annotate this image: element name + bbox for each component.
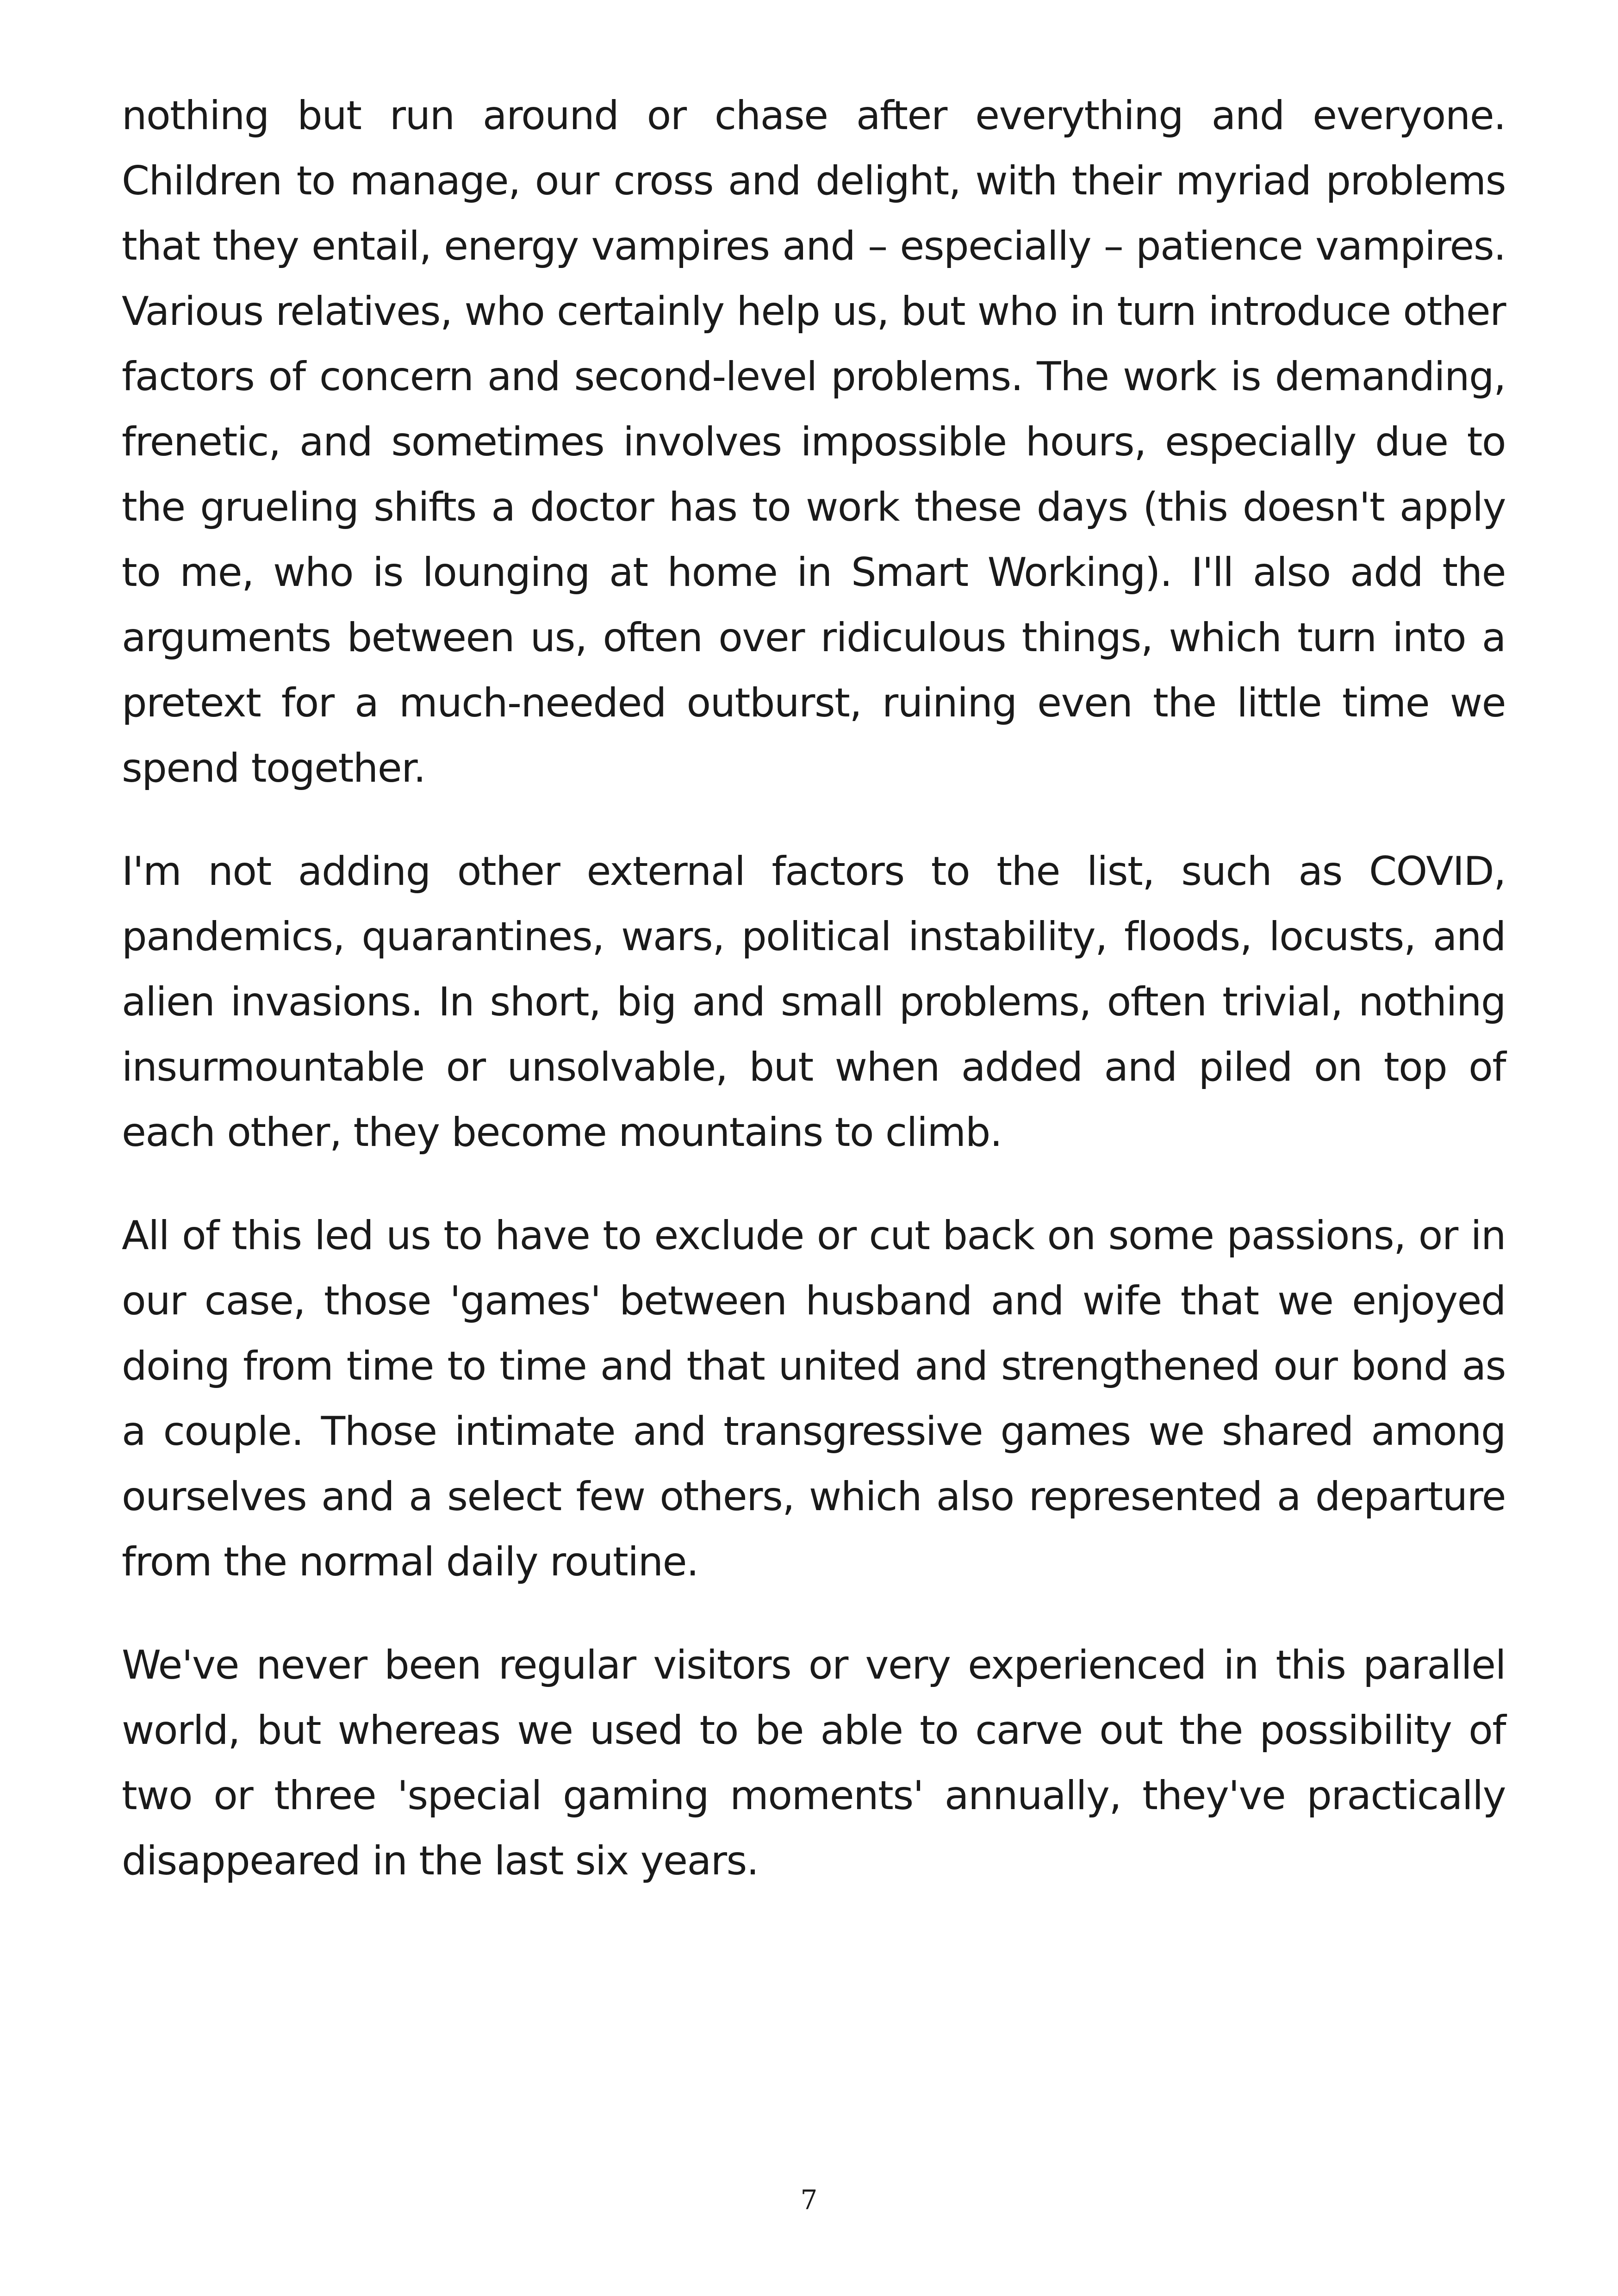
paragraph-1: nothing but run around or chase after everything and everyone. Children to manage, our cross and delight, with their myriad problems that they entail, energy vampires and – especially – patience vampires. Various relatives, who certainly help us, but who in turn introduce other factors of concern and second-level problems. The work is demanding, frenetic, and sometimes involves impossible hours, especially due to the grueling shifts a doctor has to work these days (this doesn't apply to me, who is lounging at home in Smart Working). I'll also add the arguments between us, often over ridiculous things, which turn into a pretext for a much-needed outburst, ruining even the little time we spend together. [122, 93, 1506, 791]
body-text [122, 83, 1506, 1932]
paragraph-4: We've never been regular visitors or very experienced in this parallel world, but whereas we used to be able to carve out the possibility of two or three 'special gaming moments' annually, they've practically disappeared in the last six years. [122, 1642, 1506, 1884]
paragraph-2: I'm not adding other external factors to the list, such as COVID, pandemics, quarantines, wars, political instability, floods, locusts, and alien invasions. In short, big and small problems, often trivial, nothing insurmountable or unsolvable, but when added and piled on top of each other, they become mountains to climb. [122, 848, 1506, 1156]
page-number: 7 [800, 2184, 818, 2215]
paragraph-3: All of this led us to have to exclude or cut back on some passions, or in our case, those 'games' between husband and wife that we enjoyed doing from time to time and that united and strengthened our bond as a couple. Those intimate and transgressive games we shared among ourselves and a select few others, which also represented a departure from the normal daily routine. [122, 1213, 1506, 1585]
